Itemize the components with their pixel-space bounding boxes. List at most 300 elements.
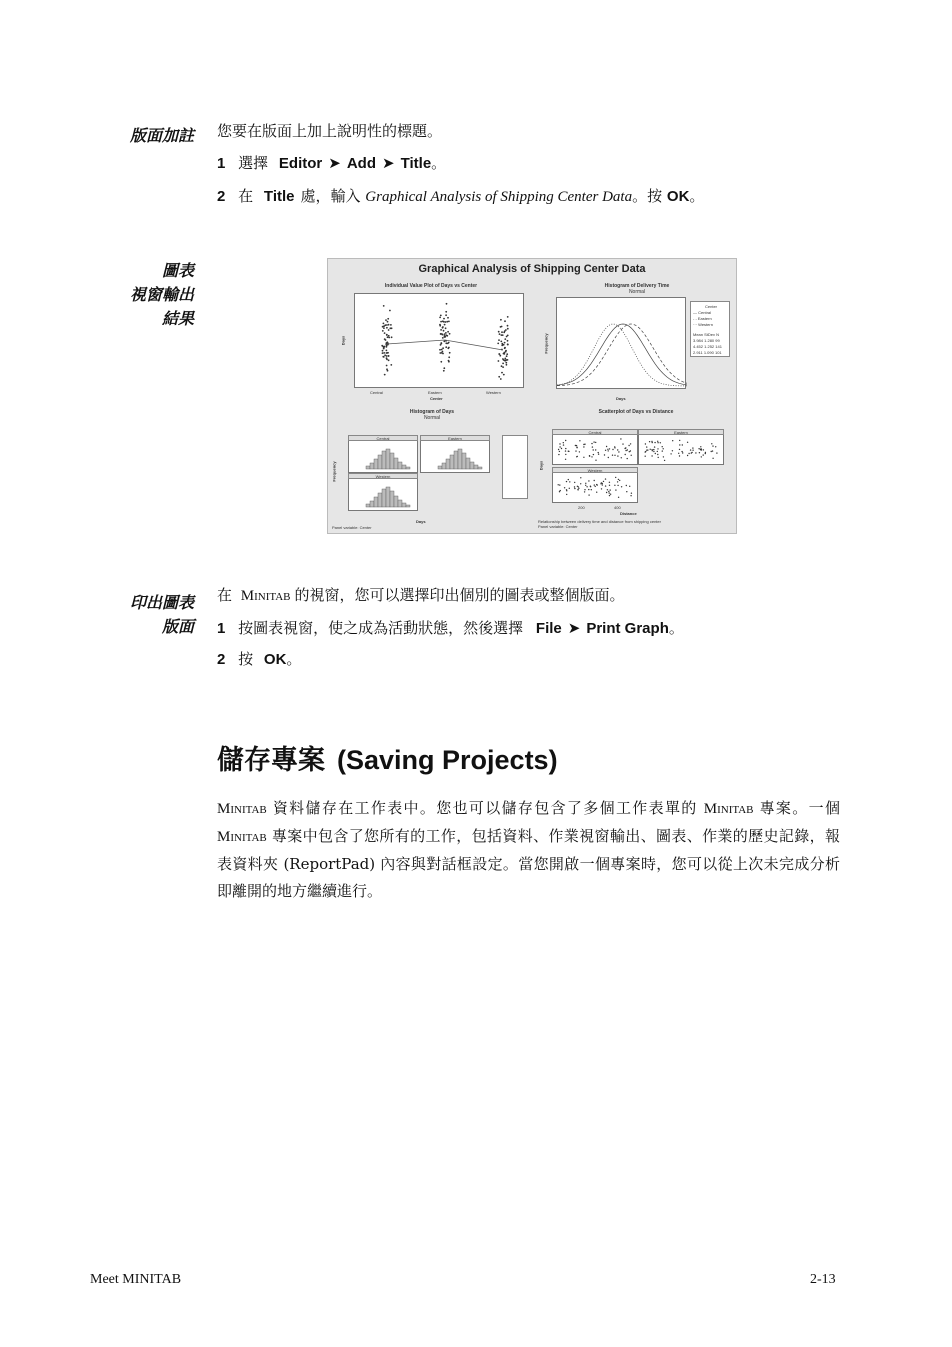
value-dot xyxy=(445,321,447,323)
value-dot xyxy=(506,336,508,338)
histogram-bar xyxy=(386,487,390,507)
legend-entry: ··· Western xyxy=(693,322,713,327)
scatter-dot xyxy=(576,445,577,446)
value-dot xyxy=(449,333,451,335)
scatter-dot xyxy=(603,481,604,482)
scatter-dot xyxy=(615,489,616,490)
scatter-dot xyxy=(593,454,594,455)
scatter-dot xyxy=(568,479,569,480)
value-dot xyxy=(506,364,508,366)
step-number: 2 xyxy=(217,651,226,668)
section2-intro xyxy=(217,584,625,607)
panel-title: Scatterplot of Days vs Distance xyxy=(598,409,674,415)
margin-note-layout-annotation: 版面加註 xyxy=(129,126,194,145)
value-dot xyxy=(386,359,388,361)
scatter-dot xyxy=(568,451,569,452)
value-dot xyxy=(447,331,449,333)
panel-title: Histogram of Delivery Time xyxy=(604,283,670,289)
histogram-bar xyxy=(378,493,382,507)
individual-value-plot-svg xyxy=(355,294,525,389)
scatter-dot xyxy=(715,446,716,447)
scatter-dot xyxy=(621,486,622,487)
x-tick: 200 xyxy=(578,505,585,510)
value-dot xyxy=(382,350,384,352)
value-dot xyxy=(388,329,390,331)
scatter-dot xyxy=(664,460,665,461)
scatter-dot xyxy=(619,480,620,481)
value-dot xyxy=(440,329,442,331)
scatter-dot xyxy=(701,456,702,457)
arrow-icon: ➤ xyxy=(328,154,341,172)
strip-western: Western xyxy=(348,473,418,479)
scatter-dot xyxy=(604,454,605,455)
value-dot xyxy=(445,334,447,336)
value-dot xyxy=(440,343,442,345)
value-dot xyxy=(440,361,442,363)
scatter-dot xyxy=(711,451,712,452)
scatter-dot xyxy=(657,441,658,442)
scatter-dot xyxy=(657,454,658,455)
scatter-dot xyxy=(646,446,647,447)
histogram-bar xyxy=(474,465,478,469)
scatter-dot xyxy=(660,442,661,443)
scatter-dot xyxy=(663,448,664,449)
value-dot xyxy=(442,327,444,329)
histogram-bar xyxy=(398,500,402,507)
scatter-dot xyxy=(699,452,700,453)
scatter-dot xyxy=(625,450,626,451)
scatter-dot xyxy=(626,491,627,492)
value-dot xyxy=(387,318,389,320)
normal-curve xyxy=(557,324,687,386)
scatter-dot xyxy=(654,442,655,443)
app-name: Minitab xyxy=(217,801,267,817)
value-dot xyxy=(445,346,447,348)
legend-title: Center xyxy=(705,304,718,309)
value-dot xyxy=(446,303,448,305)
footer-left: Meet MINITAB xyxy=(90,1272,182,1287)
value-dot xyxy=(443,367,445,369)
legend xyxy=(690,301,730,357)
value-dot xyxy=(445,311,447,313)
scatter-dot xyxy=(617,455,618,456)
figure-title: Graphical Analysis of Shipping Center Data xyxy=(418,263,646,275)
scatter-dot xyxy=(617,485,618,486)
legend-entry: - - Eastern xyxy=(693,316,712,321)
scatter-dot xyxy=(711,443,712,444)
heading-en: (Saving Projects) xyxy=(337,745,558,775)
scatter-dot xyxy=(652,450,653,451)
value-dot xyxy=(501,331,503,333)
scatter-dot xyxy=(565,450,566,451)
scatter-dot xyxy=(559,451,560,452)
value-dot xyxy=(384,332,386,334)
value-dot xyxy=(387,336,389,338)
step-mid2: 。按 xyxy=(632,187,663,205)
scatter-dot xyxy=(559,491,560,492)
histogram-bar xyxy=(446,459,450,469)
scatter-dot xyxy=(580,483,581,484)
value-dot xyxy=(444,324,446,326)
step-end: 。 xyxy=(668,619,684,637)
scatter-dot xyxy=(605,478,606,479)
scatter-dot xyxy=(654,446,655,447)
scatter-dot xyxy=(608,450,609,451)
value-dot xyxy=(441,349,443,351)
scatter-dot xyxy=(595,460,596,461)
stats-header: Mean StDev N xyxy=(693,332,720,337)
scatter-dot xyxy=(703,454,704,455)
scatter-dot xyxy=(566,494,567,495)
scatter-dot xyxy=(617,449,618,450)
margin-note-line: 版面 xyxy=(161,617,194,636)
scatter-dot xyxy=(612,455,613,456)
value-dot xyxy=(383,327,385,329)
scatter-dot xyxy=(672,450,673,451)
histogram-bar xyxy=(370,463,374,469)
strip-central: Central xyxy=(552,429,638,435)
scatter-dot xyxy=(578,488,579,489)
arrow-icon: ➤ xyxy=(382,154,395,172)
scatter-dot xyxy=(712,450,713,451)
scatter-dot xyxy=(585,483,586,484)
value-dot xyxy=(386,334,388,336)
individual-value-plot-panel xyxy=(336,283,526,403)
value-dot xyxy=(504,358,506,360)
scatter-dot xyxy=(712,445,713,446)
delivery-time-curves-svg xyxy=(557,298,687,390)
strip-eastern: Eastern xyxy=(420,435,490,441)
scatter-dot xyxy=(630,495,631,496)
scatter-dot xyxy=(618,497,619,498)
value-dot xyxy=(388,335,390,337)
value-dot xyxy=(448,347,450,349)
histogram-bar xyxy=(374,497,378,507)
step-number: 2 xyxy=(217,188,226,205)
scatter-dot xyxy=(631,455,632,456)
histogram-bar xyxy=(382,451,386,469)
scatter-dot xyxy=(645,451,646,452)
scatter-dot xyxy=(574,486,575,487)
menu-file: File xyxy=(535,620,562,637)
legend-entry: — Central xyxy=(693,310,712,315)
value-dot xyxy=(498,376,500,378)
value-dot xyxy=(445,314,447,316)
scatter-dot xyxy=(655,453,656,454)
value-dot xyxy=(443,341,445,343)
scatter-dot xyxy=(597,484,598,485)
plot-area xyxy=(354,293,524,388)
scatter-dot xyxy=(614,455,615,456)
value-dot xyxy=(448,342,450,344)
histogram-bar xyxy=(390,491,394,507)
value-dot xyxy=(503,353,505,355)
scatter-dot xyxy=(682,444,683,445)
scatter-dot xyxy=(679,440,680,441)
scatter-dot xyxy=(650,449,651,450)
scatter-dot xyxy=(705,452,706,453)
scatter-dot xyxy=(679,455,680,456)
y-axis-label: Frequency xyxy=(331,461,337,482)
value-dot xyxy=(442,347,444,349)
margin-note-line: 結果 xyxy=(161,309,194,328)
value-dot xyxy=(448,356,450,358)
scatter-dot xyxy=(662,450,663,451)
value-dot xyxy=(440,321,442,323)
value-dot xyxy=(442,337,444,339)
scatter-dot xyxy=(577,456,578,457)
value-dot xyxy=(506,355,508,357)
x-category-label: Western xyxy=(486,390,501,395)
stats-row: 2.911 1.090 101 xyxy=(693,350,722,355)
histogram-bar xyxy=(370,501,374,507)
scatter-dot xyxy=(631,493,632,494)
value-dot xyxy=(439,317,441,319)
value-dot xyxy=(390,324,392,326)
scatter-dot xyxy=(559,446,560,447)
histogram-delivery-time-panel xyxy=(542,283,732,403)
intro-pre: 在 xyxy=(217,586,233,604)
scatter-dot xyxy=(698,448,699,449)
scatter-dot xyxy=(681,451,682,452)
scatter-dot xyxy=(712,458,713,459)
value-dot xyxy=(386,341,388,343)
value-dot xyxy=(382,352,384,354)
scatter-dot xyxy=(618,451,619,452)
value-dot xyxy=(499,353,501,355)
scatter-dot xyxy=(607,449,608,450)
scatter-dot xyxy=(652,442,653,443)
scatter-dot xyxy=(605,485,606,486)
histogram-bar xyxy=(402,503,406,507)
panel-footnote: Panel variable: Center xyxy=(538,524,578,529)
scatter-dot xyxy=(620,438,621,439)
value-dot xyxy=(439,349,441,351)
scatter-dot xyxy=(678,453,679,454)
scatter-dot xyxy=(566,481,567,482)
paragraph-part2: 專案。一個 xyxy=(759,799,840,817)
x-tick: 400 xyxy=(614,505,621,510)
value-dot xyxy=(388,355,390,357)
scatter-dot xyxy=(595,486,596,487)
scatter-dot xyxy=(563,444,564,445)
stats-box xyxy=(502,435,528,499)
value-dot xyxy=(384,354,386,356)
scatter-dot xyxy=(653,451,654,452)
histogram-bar xyxy=(394,458,398,469)
value-dot xyxy=(499,355,501,357)
scatter-dot xyxy=(629,486,630,487)
scatter-dot xyxy=(593,441,594,442)
app-name: Minitab xyxy=(240,588,291,604)
panel-footnote: Panel variable: Center xyxy=(332,525,372,530)
scatter-dot xyxy=(688,453,689,454)
panel-footnote: Relationship between delivery time and distance from shipping center xyxy=(538,519,661,524)
app-name: Minitab xyxy=(217,829,267,845)
scatter-dot xyxy=(589,456,590,457)
scatter-dot xyxy=(700,446,701,447)
value-dot xyxy=(443,330,445,332)
value-dot xyxy=(384,324,386,326)
value-dot xyxy=(501,343,503,345)
scatter-dot xyxy=(565,440,566,441)
value-dot xyxy=(505,329,507,331)
value-dot xyxy=(385,319,387,321)
menu-add: Add xyxy=(346,155,377,172)
scatter-dot xyxy=(608,491,609,492)
scatter-dot xyxy=(625,454,626,455)
value-dot xyxy=(386,352,388,354)
paragraph-part1: 資料儲存在工作表中。您也可以儲存包含了多個工作表單的 xyxy=(272,799,698,817)
histogram-bar xyxy=(470,462,474,469)
step-end: 。 xyxy=(286,650,302,668)
histogram-bar xyxy=(378,455,382,469)
scatter-dot xyxy=(692,450,693,451)
scatter-dot xyxy=(646,450,647,451)
paragraph-part3: 專案中包含了您所有的工作，包括資料、作業視窗輸出、圖表、作業的歷史記錄，報表資料夾 (ReportPad) 內容與對話框設定。當您開啟一個專案時，您可以從上次未完成分析即離開的地方繼續進行。 xyxy=(217,827,840,900)
scatter-dot xyxy=(679,444,680,445)
scatter-dot xyxy=(596,492,597,493)
saving-projects-paragraph xyxy=(217,795,840,905)
value-dot xyxy=(384,338,386,340)
scatter-dot xyxy=(598,452,599,453)
value-dot xyxy=(391,336,393,338)
scatter-dot xyxy=(585,485,586,486)
scatter-dot xyxy=(621,457,622,458)
scatter-dot xyxy=(691,452,692,453)
histogram-bar xyxy=(478,467,482,469)
scatter-dot xyxy=(609,492,610,493)
histogram-bar xyxy=(438,466,442,469)
histogram-bar xyxy=(462,453,466,469)
scatter-dot xyxy=(565,459,566,460)
page-number: 2-13 xyxy=(810,1272,836,1287)
margin-note-print-layout xyxy=(100,591,194,639)
histogram-bar xyxy=(374,459,378,469)
scatter-dot xyxy=(690,449,691,450)
value-dot xyxy=(389,327,391,329)
scatter-dot xyxy=(559,443,560,444)
scatter-dot xyxy=(607,489,608,490)
scatter-dot xyxy=(565,448,566,449)
scatter-dot xyxy=(590,486,591,487)
scatter-dot xyxy=(574,488,575,489)
value-dot xyxy=(441,333,443,335)
scatter-dot xyxy=(565,454,566,455)
value-dot xyxy=(443,318,445,320)
scatter-dot xyxy=(692,447,693,448)
value-dot xyxy=(388,324,390,326)
value-dot xyxy=(504,320,506,322)
scatter-dot xyxy=(584,491,585,492)
value-dot xyxy=(448,321,450,323)
scatter-dot xyxy=(612,449,613,450)
value-dot xyxy=(504,359,506,361)
scatter-dot xyxy=(575,450,576,451)
value-dot xyxy=(501,334,503,336)
value-dot xyxy=(383,352,385,354)
scatter-dot xyxy=(566,490,567,491)
scatter-dot xyxy=(601,482,602,483)
strip-central: Central xyxy=(348,435,418,441)
scatter-dot xyxy=(591,489,592,490)
value-dot xyxy=(383,305,385,307)
value-dot xyxy=(498,360,500,362)
scatter-dot xyxy=(579,440,580,441)
scatter-dot xyxy=(658,457,659,458)
step-mid: 處，輸入 xyxy=(300,187,361,205)
scatter-dot xyxy=(627,449,628,450)
histogram-bar xyxy=(406,467,410,469)
value-dot xyxy=(388,337,390,339)
scatter-dot xyxy=(653,449,654,450)
value-dot xyxy=(440,315,442,317)
scatter-dot xyxy=(588,480,589,481)
value-dot xyxy=(497,343,499,345)
panel-title: Individual Value Plot of Days vs Center xyxy=(384,283,478,289)
scatter-dot xyxy=(608,457,609,458)
scatter-dot xyxy=(580,477,581,478)
scatter-dot xyxy=(578,486,579,487)
value-dot xyxy=(439,352,441,354)
panel-subtitle: Normal xyxy=(423,415,441,421)
histogram-bar xyxy=(398,462,402,469)
margin-note-line: 印出圖表 xyxy=(129,593,194,612)
value-dot xyxy=(449,352,451,354)
scatter-dot xyxy=(584,489,585,490)
value-dot xyxy=(506,353,508,355)
value-dot xyxy=(498,339,500,341)
histogram-bar xyxy=(450,455,454,469)
histogram-bar xyxy=(406,505,410,507)
panel-title: Histogram of Days xyxy=(409,409,455,415)
scatter-dot xyxy=(592,446,593,447)
scatter-dot xyxy=(618,479,619,480)
section2-step2 xyxy=(217,648,301,671)
section-heading xyxy=(217,738,558,777)
scatter-dot xyxy=(574,482,575,483)
step-pre: 在 xyxy=(238,187,254,205)
scatter-dot xyxy=(657,448,658,449)
value-dot xyxy=(446,321,448,323)
value-dot xyxy=(382,330,384,332)
scatter-dot xyxy=(716,452,717,453)
value-dot xyxy=(384,374,386,376)
scatter-dot xyxy=(558,484,559,485)
margin-note-figure xyxy=(100,259,194,331)
value-dot xyxy=(443,321,445,323)
scatterplot-panel xyxy=(538,409,734,531)
step-text: 按 xyxy=(238,650,254,668)
value-dot xyxy=(387,370,389,372)
scatter-dot xyxy=(564,487,565,488)
section2-step1 xyxy=(217,617,684,640)
value-dot xyxy=(390,364,392,366)
value-dot xyxy=(498,331,500,333)
menu-title: Title xyxy=(400,155,432,172)
value-dot xyxy=(500,378,502,380)
scatter-dot xyxy=(609,495,610,496)
scatter-dot xyxy=(558,449,559,450)
value-dot xyxy=(444,335,446,337)
scatter-dot xyxy=(576,447,577,448)
scatter-dot xyxy=(628,445,629,446)
value-dot xyxy=(507,340,509,342)
scatter-dot xyxy=(583,446,584,447)
value-dot xyxy=(389,310,391,312)
section1-step2 xyxy=(217,185,704,208)
margin-note-line: 圖表 xyxy=(161,261,194,280)
